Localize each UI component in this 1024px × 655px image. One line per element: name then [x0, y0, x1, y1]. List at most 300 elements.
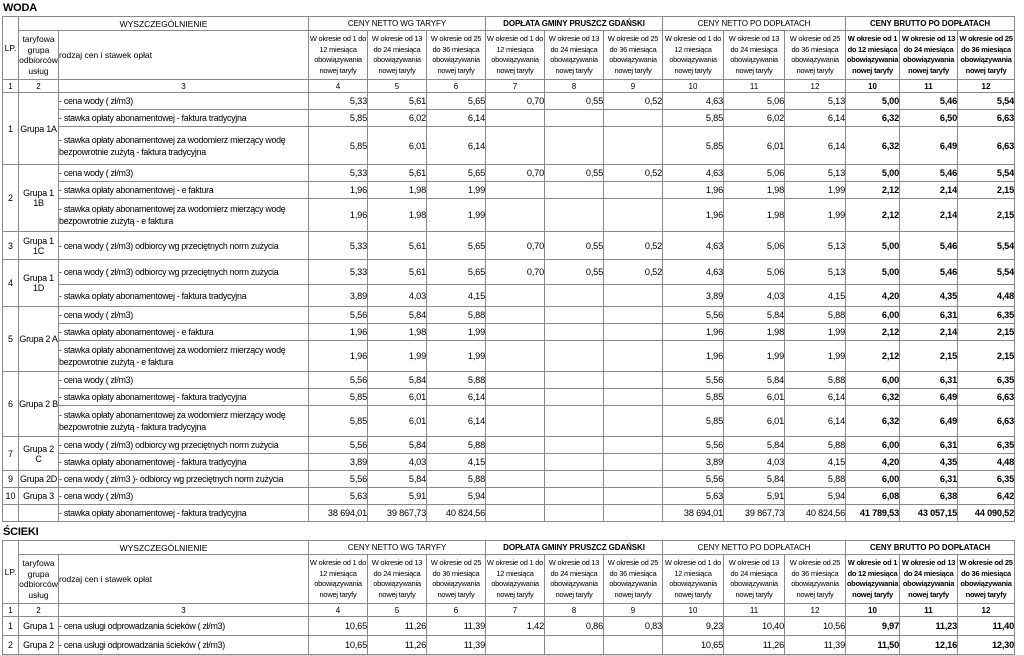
- value-cell: 6,14: [785, 389, 846, 406]
- scieki-table: [2, 540, 1015, 655]
- tariff-row: [3, 260, 1015, 285]
- value-cell: 5,85: [309, 127, 368, 165]
- group-cell: Grupa 1A: [19, 93, 59, 165]
- value-cell: [486, 127, 545, 165]
- value-cell: [545, 127, 604, 165]
- period-column-header: W okresie od 13 do 24 miesiąca obowiązywania nowej taryfy: [368, 555, 427, 604]
- tariff-label-cell: - cena wody ( zł/m3): [59, 307, 309, 324]
- value-cell: 6,49: [900, 389, 958, 406]
- period-column-header: W okresie od 25 do 36 miesiąca obowiązywania nowej taryfy: [427, 555, 486, 604]
- value-cell: 6,08: [846, 488, 900, 505]
- value-cell: 5,65: [427, 232, 486, 260]
- value-cell: 5,33: [309, 232, 368, 260]
- value-cell: 44 090,52: [958, 505, 1015, 522]
- value-cell: 5,46: [900, 232, 958, 260]
- period-column-header: W okresie od 25 do 36 miesiąca obowiązywania nowej taryfy: [604, 31, 663, 80]
- column-number: 3: [59, 604, 309, 617]
- column-group-header: CENY NETTO WG TARYFY: [309, 541, 486, 555]
- value-cell: [604, 110, 663, 127]
- value-cell: [545, 437, 604, 454]
- value-cell: 6,63: [958, 406, 1015, 437]
- tariff-row: [3, 182, 1015, 199]
- value-cell: [486, 406, 545, 437]
- value-cell: 5,00: [846, 165, 900, 182]
- value-cell: 4,15: [785, 454, 846, 471]
- tariff-label-cell: - cena wody ( zł/m3): [59, 93, 309, 110]
- value-cell: 41 789,53: [846, 505, 900, 522]
- value-cell: 5,56: [309, 307, 368, 324]
- group-cell: Grupa 1 1B: [19, 165, 59, 232]
- value-cell: 4,03: [724, 285, 785, 307]
- tariff-row: [3, 454, 1015, 471]
- value-cell: [545, 182, 604, 199]
- value-cell: 5,88: [427, 471, 486, 488]
- value-cell: 5,65: [427, 260, 486, 285]
- scieki-table-container: [2, 540, 1024, 655]
- woda-table: [2, 16, 1015, 522]
- value-cell: 1,96: [309, 341, 368, 372]
- group-cell: Grupa 2D: [19, 471, 59, 488]
- value-cell: 5,84: [724, 372, 785, 389]
- value-cell: [604, 488, 663, 505]
- value-cell: 40 824,56: [427, 505, 486, 522]
- column-number: 1: [3, 80, 19, 93]
- value-cell: 5,33: [309, 93, 368, 110]
- value-cell: 2,12: [846, 199, 900, 232]
- value-cell: 0,55: [545, 93, 604, 110]
- value-cell: [486, 389, 545, 406]
- value-cell: [545, 406, 604, 437]
- value-cell: 5,88: [427, 372, 486, 389]
- tariff-label-cell: - cena usługi odprowadzania ścieków ( zł/m3): [59, 617, 309, 636]
- tariff-row: [3, 93, 1015, 110]
- value-cell: 5,85: [309, 389, 368, 406]
- value-cell: 5,84: [724, 471, 785, 488]
- value-cell: 5,13: [785, 93, 846, 110]
- value-cell: 6,31: [900, 437, 958, 454]
- group-cell: Grupa 2 B: [19, 372, 59, 437]
- value-cell: [604, 341, 663, 372]
- value-cell: 2,12: [846, 324, 900, 341]
- value-cell: 5,84: [368, 372, 427, 389]
- value-cell: 9,23: [663, 617, 724, 636]
- value-cell: 5,00: [846, 93, 900, 110]
- value-cell: 12,30: [958, 636, 1015, 655]
- value-cell: [604, 127, 663, 165]
- value-cell: 5,56: [309, 437, 368, 454]
- lp-cell: 9: [3, 471, 19, 488]
- value-cell: 11,39: [427, 617, 486, 636]
- column-number: 10: [663, 80, 724, 93]
- period-column-header: W okresie od 13 do 24 miesiąca obowiązywania nowej taryfy: [900, 555, 958, 604]
- value-cell: [545, 471, 604, 488]
- column-number: 11: [900, 604, 958, 617]
- column-number: 6: [427, 80, 486, 93]
- value-cell: [486, 110, 545, 127]
- column-number: 12: [958, 80, 1015, 93]
- value-cell: 3,89: [663, 285, 724, 307]
- column-group-header: DOPŁATA GMINY PRUSZCZ GDAŃSKI: [486, 541, 663, 555]
- lp-cell: 2: [3, 165, 19, 232]
- value-cell: 6,01: [724, 127, 785, 165]
- lp-cell: [3, 505, 19, 522]
- rodzaj-column-header: rodzaj cen i stawek opłat: [59, 555, 309, 604]
- column-number: 2: [19, 604, 59, 617]
- value-cell: 4,35: [900, 454, 958, 471]
- value-cell: 1,98: [724, 324, 785, 341]
- value-cell: 6,00: [846, 471, 900, 488]
- value-cell: 0,52: [604, 232, 663, 260]
- value-cell: 5,88: [785, 307, 846, 324]
- period-column-header: W okresie od 13 do 24 miesiąca obowiązywania nowej taryfy: [545, 31, 604, 80]
- tariff-label-cell: - cena wody ( zł/m3): [59, 488, 309, 505]
- group-cell: Grupa 1: [19, 617, 59, 636]
- value-cell: 6,01: [368, 127, 427, 165]
- column-number: 10: [846, 604, 900, 617]
- value-cell: 0,83: [604, 617, 663, 636]
- value-cell: [545, 389, 604, 406]
- value-cell: 3,89: [663, 454, 724, 471]
- value-cell: 1,99: [368, 341, 427, 372]
- value-cell: 6,01: [724, 389, 785, 406]
- value-cell: 4,35: [900, 285, 958, 307]
- value-cell: 1,96: [663, 324, 724, 341]
- period-column-header: W okresie od 1 do 12 miesiąca obowiązywania nowej taryfy: [486, 555, 545, 604]
- value-cell: [604, 199, 663, 232]
- value-cell: 1,98: [368, 324, 427, 341]
- value-cell: 6,32: [846, 406, 900, 437]
- value-cell: [486, 636, 545, 655]
- lp-cell: 5: [3, 307, 19, 372]
- value-cell: 6,14: [785, 110, 846, 127]
- value-cell: 6,14: [785, 127, 846, 165]
- value-cell: [604, 307, 663, 324]
- column-number: 6: [427, 604, 486, 617]
- tariff-label-cell: - stawka opłaty abonamentowej - faktura tradycyjna: [59, 454, 309, 471]
- column-number: 1: [3, 604, 19, 617]
- tariff-label-cell: - stawka opłaty abonamentowej za wodomierz mierzący wodę bezpowrotnie zużytą - e faktura: [59, 341, 309, 372]
- woda-title: WODA: [3, 2, 38, 14]
- value-cell: 0,70: [486, 165, 545, 182]
- value-cell: 4,20: [846, 454, 900, 471]
- value-cell: 38 694,01: [309, 505, 368, 522]
- period-column-header: W okresie od 25 do 36 miesiąca obowiązywania nowej taryfy: [427, 31, 486, 80]
- tariff-label-cell: - cena wody ( zł/m3) odbiorcy wg przeciętnych norm zużycia: [59, 260, 309, 285]
- column-number: 5: [368, 80, 427, 93]
- period-column-header: W okresie od 1 do 12 miesiąca obowiązywania nowej taryfy: [663, 555, 724, 604]
- column-number: 4: [309, 80, 368, 93]
- tariff-label-cell: - cena usługi odprowadzania ścieków ( zł/m3): [59, 636, 309, 655]
- value-cell: [486, 505, 545, 522]
- value-cell: [604, 406, 663, 437]
- value-cell: 5,56: [309, 372, 368, 389]
- value-cell: 1,98: [368, 199, 427, 232]
- value-cell: [486, 199, 545, 232]
- value-cell: [545, 324, 604, 341]
- value-cell: 5,91: [368, 488, 427, 505]
- value-cell: [486, 372, 545, 389]
- tariff-label-cell: - stawka opłaty abonamentowej - e faktura: [59, 324, 309, 341]
- value-cell: 5,61: [368, 232, 427, 260]
- period-column-header: W okresie od 13 do 24 miesiąca obowiązywania nowej taryfy: [724, 555, 785, 604]
- tariff-row: [3, 406, 1015, 437]
- value-cell: 5,84: [368, 307, 427, 324]
- value-cell: 5,63: [663, 488, 724, 505]
- value-cell: 5,84: [724, 307, 785, 324]
- value-cell: 5,84: [368, 437, 427, 454]
- wyszczegolnienie-header: WYSZCZEGÓLNIENIE: [19, 17, 309, 31]
- column-number: 7: [486, 604, 545, 617]
- value-cell: 2,15: [958, 182, 1015, 199]
- value-cell: 5,65: [427, 93, 486, 110]
- value-cell: 5,56: [663, 372, 724, 389]
- period-column-header: W okresie od 25 do 36 miesiąca obowiązywania nowej taryfy: [785, 31, 846, 80]
- value-cell: 11,26: [724, 636, 785, 655]
- value-cell: 5,65: [427, 165, 486, 182]
- group-cell: Grupa 1 1D: [19, 260, 59, 307]
- value-cell: 5,85: [663, 406, 724, 437]
- value-cell: 6,38: [900, 488, 958, 505]
- lp-column-header: LP.: [3, 541, 19, 604]
- wyszczegolnienie-header: WYSZCZEGÓLNIENIE: [19, 541, 309, 555]
- value-cell: 1,96: [309, 182, 368, 199]
- value-cell: [604, 324, 663, 341]
- value-cell: 6,14: [785, 406, 846, 437]
- value-cell: [604, 389, 663, 406]
- tariff-row: [3, 341, 1015, 372]
- value-cell: 6,63: [958, 127, 1015, 165]
- value-cell: 5,61: [368, 165, 427, 182]
- value-cell: 6,35: [958, 307, 1015, 324]
- value-cell: 5,56: [309, 471, 368, 488]
- value-cell: 11,26: [368, 636, 427, 655]
- period-column-header: W okresie od 1 do 12 miesiąca obowiązywania nowej taryfy: [309, 31, 368, 80]
- value-cell: 2,14: [900, 199, 958, 232]
- column-group-header: CENY BRUTTO PO DOPŁATACH: [846, 17, 1015, 31]
- value-cell: [486, 341, 545, 372]
- period-column-header: W okresie od 1 do 12 miesiąca obowiązywania nowej taryfy: [663, 31, 724, 80]
- value-cell: 1,99: [785, 199, 846, 232]
- column-number: 9: [604, 604, 663, 617]
- value-cell: 6,31: [900, 372, 958, 389]
- value-cell: 4,63: [663, 93, 724, 110]
- value-cell: 1,99: [427, 182, 486, 199]
- column-number: 10: [846, 80, 900, 93]
- value-cell: 5,88: [785, 437, 846, 454]
- group-cell: Grupa 1 1C: [19, 232, 59, 260]
- column-number: 2: [19, 80, 59, 93]
- value-cell: 5,84: [724, 437, 785, 454]
- value-cell: [545, 505, 604, 522]
- group-cell: Grupa 2 C: [19, 437, 59, 471]
- value-cell: 5,61: [368, 93, 427, 110]
- period-column-header: W okresie od 25 do 36 miesiąca obowiązywania nowej taryfy: [785, 555, 846, 604]
- value-cell: 0,52: [604, 260, 663, 285]
- tariff-row: [3, 285, 1015, 307]
- value-cell: 5,88: [785, 471, 846, 488]
- value-cell: 1,99: [785, 341, 846, 372]
- value-cell: 1,98: [724, 199, 785, 232]
- value-cell: [545, 307, 604, 324]
- value-cell: 2,15: [900, 341, 958, 372]
- value-cell: 1,99: [427, 341, 486, 372]
- column-number: 7: [486, 80, 545, 93]
- tariff-row: [3, 232, 1015, 260]
- value-cell: 6,14: [427, 110, 486, 127]
- period-column-header: W okresie od 25 do 36 miesiąca obowiązywania nowej taryfy: [604, 555, 663, 604]
- period-column-header: W okresie od 1 do 12 miesiąca obowiązywania nowej taryfy: [309, 555, 368, 604]
- tariff-label-cell: - cena wody ( zł/m3): [59, 372, 309, 389]
- value-cell: 5,54: [958, 260, 1015, 285]
- value-cell: [545, 341, 604, 372]
- value-cell: 4,15: [427, 454, 486, 471]
- value-cell: 4,03: [724, 454, 785, 471]
- value-cell: 5,06: [724, 260, 785, 285]
- value-cell: 10,40: [724, 617, 785, 636]
- group-cell: Grupa 3: [19, 488, 59, 505]
- tariff-row: [3, 372, 1015, 389]
- value-cell: [486, 437, 545, 454]
- period-column-header: W okresie od 1 do 12 miesiąca obowiązywania nowej taryfy: [486, 31, 545, 80]
- value-cell: 10,56: [785, 617, 846, 636]
- value-cell: 4,63: [663, 260, 724, 285]
- value-cell: 1,99: [427, 324, 486, 341]
- tariff-row: [3, 110, 1015, 127]
- column-group-header: CENY NETTO PO DOPŁATACH: [663, 541, 846, 555]
- column-number: 11: [900, 80, 958, 93]
- column-number: 3: [59, 80, 309, 93]
- value-cell: 5,06: [724, 93, 785, 110]
- tariff-row: [3, 636, 1015, 655]
- value-cell: 11,23: [900, 617, 958, 636]
- tariff-row: [3, 324, 1015, 341]
- column-number: 5: [368, 604, 427, 617]
- value-cell: 0,70: [486, 260, 545, 285]
- value-cell: [604, 372, 663, 389]
- column-number: 4: [309, 604, 368, 617]
- value-cell: 6,00: [846, 307, 900, 324]
- scieki-title: ŚCIEKI: [3, 526, 39, 538]
- period-column-header: W okresie od 25 do 36 miesiąca obowiązywania nowej taryfy: [958, 555, 1015, 604]
- value-cell: 1,96: [309, 324, 368, 341]
- value-cell: 1,96: [663, 182, 724, 199]
- column-number: 8: [545, 604, 604, 617]
- value-cell: [545, 454, 604, 471]
- tariff-row: [3, 471, 1015, 488]
- column-number: 12: [958, 604, 1015, 617]
- value-cell: 2,14: [900, 182, 958, 199]
- tariff-row: [3, 437, 1015, 454]
- value-cell: 5,00: [846, 260, 900, 285]
- value-cell: [486, 471, 545, 488]
- value-cell: 5,84: [368, 471, 427, 488]
- value-cell: 6,63: [958, 389, 1015, 406]
- value-cell: 6,02: [368, 110, 427, 127]
- period-column-header: W okresie od 13 do 24 miesiąca obowiązywania nowej taryfy: [545, 555, 604, 604]
- value-cell: 1,98: [724, 182, 785, 199]
- value-cell: 5,33: [309, 165, 368, 182]
- value-cell: [604, 454, 663, 471]
- value-cell: 5,85: [309, 110, 368, 127]
- value-cell: 11,39: [785, 636, 846, 655]
- value-cell: [486, 488, 545, 505]
- tariff-label-cell: - stawka opłaty abonamentowej za wodomierz mierzący wodę bezpowrotnie zużytą - faktura tradycyjna: [59, 406, 309, 437]
- value-cell: [604, 182, 663, 199]
- tariff-label-cell: - stawka opłaty abonamentowej za wodomierz mierzący wodę bezpowrotnie zużytą - faktura tradycyjna: [59, 127, 309, 165]
- value-cell: 6,50: [900, 110, 958, 127]
- value-cell: 2,14: [900, 324, 958, 341]
- period-column-header: W okresie od 13 do 24 miesiąca obowiązywania nowej taryfy: [368, 31, 427, 80]
- value-cell: 5,85: [663, 389, 724, 406]
- value-cell: 6,49: [900, 127, 958, 165]
- value-cell: 5,56: [663, 307, 724, 324]
- value-cell: 10,65: [309, 636, 368, 655]
- value-cell: 11,39: [427, 636, 486, 655]
- value-cell: 4,48: [958, 454, 1015, 471]
- value-cell: 2,15: [958, 324, 1015, 341]
- value-cell: 6,31: [900, 307, 958, 324]
- value-cell: 0,55: [545, 232, 604, 260]
- value-cell: 5,63: [309, 488, 368, 505]
- tariff-label-cell: - stawka opłaty abonamentowej za wodomierz mierzący wodę bezpowrotnie zużytą - e faktura: [59, 199, 309, 232]
- tariff-label-cell: - stawka opłaty abonamentowej - faktura tradycyjna: [59, 389, 309, 406]
- column-group-header: CENY NETTO PO DOPŁATACH: [663, 17, 846, 31]
- value-cell: 5,91: [724, 488, 785, 505]
- value-cell: [604, 437, 663, 454]
- column-group-header: CENY BRUTTO PO DOPŁATACH: [846, 541, 1015, 555]
- value-cell: 6,63: [958, 110, 1015, 127]
- value-cell: 5,88: [785, 372, 846, 389]
- value-cell: 5,54: [958, 232, 1015, 260]
- value-cell: 5,54: [958, 93, 1015, 110]
- value-cell: 0,70: [486, 93, 545, 110]
- tariff-row: [3, 199, 1015, 232]
- tariff-row: [3, 127, 1015, 165]
- value-cell: 5,46: [900, 260, 958, 285]
- value-cell: 6,49: [900, 406, 958, 437]
- lp-cell: 1: [3, 93, 19, 165]
- value-cell: 11,50: [846, 636, 900, 655]
- value-cell: 2,15: [958, 199, 1015, 232]
- value-cell: [545, 110, 604, 127]
- value-cell: 0,70: [486, 232, 545, 260]
- value-cell: 5,94: [785, 488, 846, 505]
- period-column-header: W okresie od 1 do 12 miesiąca obowiązywania nowej taryfy: [846, 31, 900, 80]
- value-cell: 1,99: [724, 341, 785, 372]
- column-group-header: CENY NETTO WG TARYFY: [309, 17, 486, 31]
- tariff-row: [3, 389, 1015, 406]
- lp-cell: 2: [3, 636, 19, 655]
- value-cell: [604, 505, 663, 522]
- value-cell: [545, 199, 604, 232]
- value-cell: 5,61: [368, 260, 427, 285]
- tariff-label-cell: - cena wody ( zł/m3) odbiorcy wg przeciętnych norm zużycia: [59, 437, 309, 454]
- value-cell: 1,99: [785, 324, 846, 341]
- tariff-label-cell: - cena wody ( zł/m3): [59, 165, 309, 182]
- value-cell: 5,56: [663, 437, 724, 454]
- value-cell: 39 867,73: [368, 505, 427, 522]
- value-cell: [486, 307, 545, 324]
- value-cell: 0,86: [545, 617, 604, 636]
- value-cell: 2,12: [846, 341, 900, 372]
- tariff-row: [3, 165, 1015, 182]
- value-cell: 1,96: [309, 199, 368, 232]
- value-cell: [486, 454, 545, 471]
- value-cell: 6,14: [427, 406, 486, 437]
- value-cell: 5,85: [663, 127, 724, 165]
- column-number: 11: [724, 80, 785, 93]
- value-cell: 5,85: [309, 406, 368, 437]
